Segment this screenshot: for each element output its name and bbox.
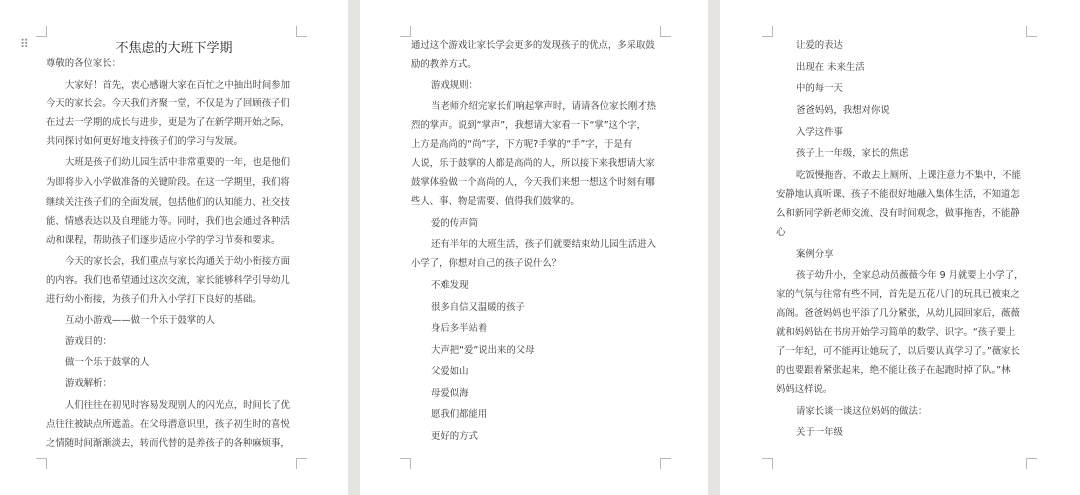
paragraph-line: 还有半年的大班生活，孩子们就要结束幼儿园生活进入 — [431, 239, 657, 250]
paragraph-line: 孩子上一年级，家长的焦虑 — [796, 148, 909, 159]
crop-mark — [296, 458, 307, 469]
paragraph-line: 爱的传声筒 — [431, 218, 478, 229]
paragraph-line: 中的每一天 — [796, 83, 843, 94]
paragraph-line: 点往往被缺点所遮盖。在父母潜意识里，孩子初生时的喜悦 — [46, 419, 290, 430]
paragraph-line: 很多自信又温暖的孩子 — [431, 302, 525, 313]
paragraph-line: 孩子幼升小，全家总动员薇薇今年 9 月就要上小学了， — [796, 270, 1024, 281]
paragraph-line: 进行幼小衔接，为孩子们升入小学打下良好的基础。 — [46, 294, 262, 305]
paragraph-line: 今天的家长会，我们重点与家长沟通关于幼小衔接方面 — [65, 256, 291, 267]
paragraph-line: 的也要跟着紧张起来，绝不能让孩子在起跑时掉了队。”林 — [776, 365, 1011, 376]
paragraph-line: 人说，乐于鼓掌的人都是高尚的人，所以接下来我想请大家 — [411, 158, 655, 169]
paragraph-line: 游戏解析： — [65, 378, 112, 389]
paragraph-line: 小学了，你想对自己的孩子说什么？ — [411, 258, 562, 269]
paragraph-line: 大班是孩子们幼儿园生活中非常重要的一年，也是他们 — [65, 157, 291, 168]
crop-mark — [762, 26, 773, 37]
crop-mark — [36, 26, 47, 37]
paragraph-line: 的内容。我们也希望通过这次交流，家长能够科学引导幼儿 — [46, 275, 290, 286]
paragraph-line: 大家好！首先，衷心感谢大家在百忙之中抽出时间参加 — [65, 80, 291, 91]
crop-mark — [296, 26, 307, 37]
paragraph-line: 鼓掌体验做一个高尚的人，今天我们来想一想这个时刻有哪 — [411, 177, 655, 188]
paragraph-line: 出现在 未来生活 — [796, 62, 865, 73]
crop-mark — [762, 458, 773, 469]
paragraph-line: 家的气氛与往常有些不同，首先是五花八门的玩具已被束之 — [776, 289, 1020, 300]
paragraph-line: 些人、事、物是需要、值得我们鼓掌的。 — [411, 196, 580, 207]
paragraph-line: 励的教养方式。 — [411, 59, 477, 70]
paragraph-line: 了一年纪，可不能再让她玩了，以后要认真学习了。”薇家长 — [776, 346, 1020, 357]
paragraph-line: 在过去一学期的成长与进步，更是为了在新学期开始之际， — [46, 117, 290, 128]
paragraph-line: 母爱似海 — [431, 388, 469, 399]
document-page-1 — [0, 0, 348, 495]
paragraph-line: 能、情感表达以及自理能力等。同时，我们也会通过各种活 — [46, 216, 290, 227]
paragraph-line: 父爱如山 — [431, 366, 469, 377]
paragraph-line: 高阁。爸爸妈妈也平添了几分紧张，从幼儿园回家后，薇薇 — [776, 308, 1020, 319]
paragraph-line: 做一个乐于鼓掌的人 — [65, 357, 150, 368]
paragraph-line: 为即将步入小学做准备的关键阶段。在这一学期里，我们将 — [46, 177, 290, 188]
paragraph-line: 更好的方式 — [431, 431, 478, 442]
paragraph-line: 么和新同学新老师交流、没有时间观念，做事拖沓，不能静 — [776, 208, 1020, 219]
paragraph-line: 心 — [776, 227, 786, 238]
paragraph-line: 妈妈这样说。 — [776, 384, 833, 395]
document-page-2 — [360, 0, 708, 495]
paragraph-line: 愿我们都能用 — [431, 409, 488, 420]
paragraph-line: 就和妈妈钻在书房开始学习简单的数学、识字。“孩子要上 — [776, 327, 1016, 338]
paragraph-line: 不难发现 — [431, 280, 469, 291]
crop-mark — [1026, 458, 1037, 469]
paragraph-line: 尊敬的各位家长： — [46, 58, 122, 69]
paragraph-line: 游戏规则： — [431, 80, 478, 91]
paragraph-line: 之情随时间渐渐淡去，转而代替的是养孩子的各种麻烦事， — [46, 438, 290, 449]
paragraph-line: 大声把“爱”说出来的父母 — [431, 345, 535, 356]
paragraph-line: 互动小游戏——做一个乐于鼓掌的人 — [65, 315, 216, 326]
paragraph-line: 关于一年级 — [796, 427, 843, 438]
paragraph-line: 通过这个游戏让家长学会更多的发现孩子的优点，多采取鼓 — [411, 40, 655, 51]
paragraph-line: 案例分享 — [796, 249, 834, 260]
paragraph-line: 游戏目的： — [65, 336, 112, 347]
crop-mark — [400, 26, 411, 37]
drag-handle-icon[interactable]: ⠿ — [20, 37, 28, 51]
paragraph-line: 当老师介绍完家长们响起掌声时，请请各位家长刚才热 — [431, 101, 657, 112]
paragraph-line: 让爱的表达 — [796, 40, 843, 51]
paragraph-line: 继续关注孩子们的全面发展，包括他们的认知能力、社交技 — [46, 197, 290, 208]
paragraph-line: 烈的掌声。说到“掌声”，我想请大家看一下“掌”这个字， — [411, 120, 647, 131]
paragraph-line: 身后多半站着 — [431, 323, 488, 334]
paragraph-line: 上方是高尚的“尚”字，下方呢?手掌的“手”字，于是有 — [411, 139, 633, 150]
paragraph-line: 吃饭慢拖沓、不敢去上厕所、上课注意力不集中，不能 — [796, 170, 1022, 181]
paragraph-line: 共同探讨如何更好地支持孩子们的学习与发展。 — [46, 136, 243, 147]
document-title: 不焦虑的大班下学期 — [115, 41, 233, 56]
paragraph-line: 请家长谈一谈这位妈妈的做法： — [796, 406, 928, 417]
paragraph-line: 动和课程，帮助孩子们逐步适应小学的学习节奏和要求。 — [46, 235, 281, 246]
paragraph-line: 人们往往在初见时容易发现别人的闪光点，时间长了优 — [65, 400, 291, 411]
paragraph-line: 安静地认真听课、孩子不能很好地融入集体生活，不知道怎 — [776, 189, 1020, 200]
crop-mark — [36, 458, 47, 469]
paragraph-line: 爸爸妈妈，我想对你说 — [796, 105, 890, 116]
paragraph-line: 今天的家长会。今天我们齐聚一堂，不仅是为了回顾孩子们 — [46, 98, 290, 109]
crop-mark — [1026, 26, 1037, 37]
crop-mark — [660, 26, 671, 37]
paragraph-line: 入学这件事 — [796, 127, 843, 138]
crop-mark — [660, 458, 671, 469]
document-page-3 — [720, 0, 1080, 495]
crop-mark — [400, 458, 411, 469]
